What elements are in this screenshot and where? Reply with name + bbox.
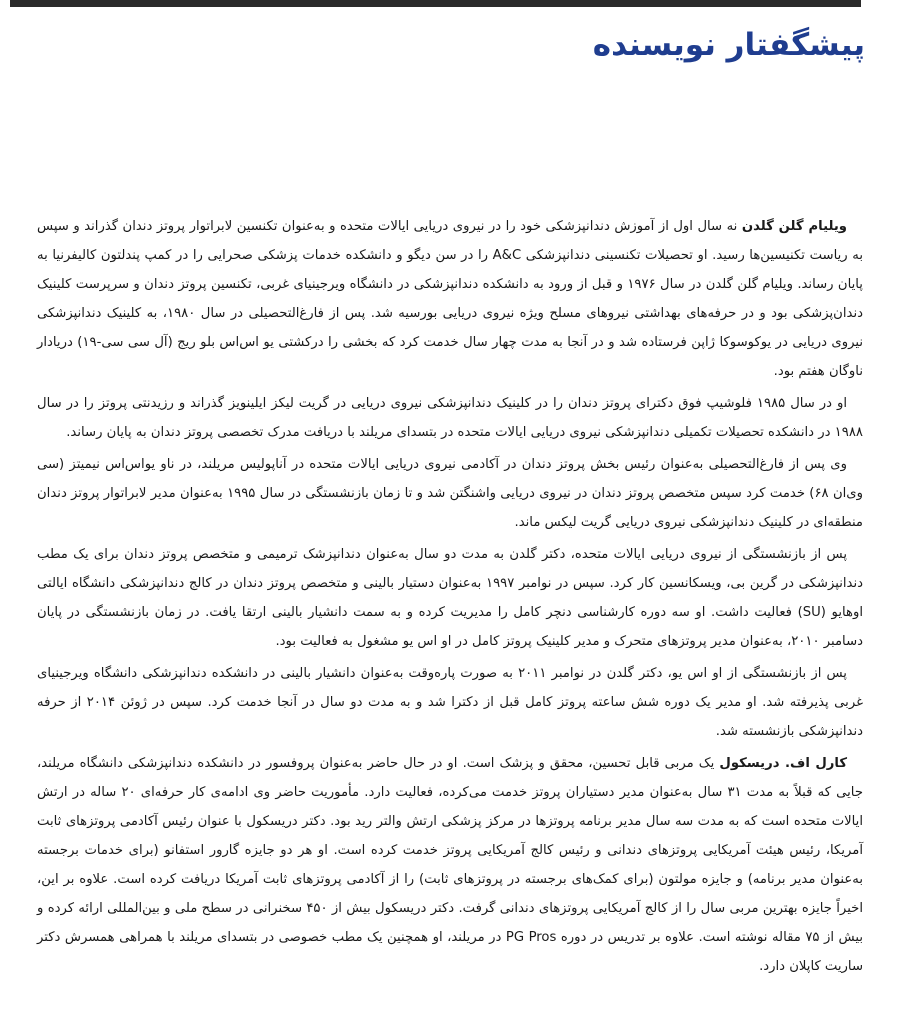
- paragraph-text: یک مربی قابل تحسین، محقق و پزشک است. او در حال حاضر به‌عنوان پروفسور در دانشکده دندانپزشکی دانشگاه مریلند، جایی که قبلاً به مدت ۳۱ سال به‌عنوان مدیر دستیاران پروتز خدمت می‌کرده، فعالیت دارد. مأموریت حاضر وی ادامه‌ی کار حرفه‌ای ۲۰ ساله در ارتش ایالات متحده است که به مدت سه سال مدیر برنامه پروتزها در مرکز پزشکی ارتش والتر رید بود. دکتر دریسکول با عنوان رئیس آکادمی پروتزهای ثابت آمریکا، رئیس هیئت آمریکایی پروتزهای دندانی و رئیس کالج آمریکایی پروتز خدمت کرده است. او هر دو جایزه گارور استفانو (برای خدمات برجسته به‌عنوان مدیر برنامه) و جایزه مولتون (برای کمک‌های برجسته در پروتزهای ثابت) را از آکادمی پروتزهای ثابت آمریکا دریافت کرده است. علاوه بر این، اخیراً جایزه بهترین مربی سال را از کالج آمریکایی پروتزهای دندانی گرفت. دکتر دریسکول بیش از ۴۵۰ سخنرانی در سطح ملی و بین‌المللی ارائه کرده و بیش از ۷۵ مقاله نوشته است. علاوه بر تدریس در دوره PG Pros در مریلند، او همچنین یک مطب خصوصی در بتسدای مریلند با همراهی همسرش دکتر ساریت کاپلان دارد.: [37, 756, 863, 974]
- top-rule: [10, 0, 861, 7]
- body-text: [37, 212, 863, 984]
- paragraph-naval-service: [37, 450, 863, 537]
- author-name-driscoll: کارل اف. دریسکول: [719, 756, 848, 771]
- paragraph-text: نه سال اول از آموزش دندانپزشکی خود را در نیروی دریایی ایالات متحده و به‌عنوان تکنسین لابراتوار پروتز دندان گذراند و سپس به ریاست تکنیسین‌ها رسید. او تحصیلات تکنسینی دندانپزشکی A&C را در سن دیگو و دانشکده خدمات پزشکی صحرایی را در کمپ پندلتون کالیفرنیا به پایان رساند. ویلیام گلن گلدن در سال ۱۹۷۶ و قبل از ورود به دانشکده دندانپزشکی در دانشگاه ویرجینیای غربی، تکنسین پروتز دندان و سرپرست کلینیک دندان‌پزشکی بود و در حرفه‌های بهداشتی نیروهای مسلح ویژه نیروی دریایی بورسیه شد. پس از فارغ‌التحصیلی در سال ۱۹۸۰، به کلینیک دندانپزشکی نیروی دریایی در یوکوسوکا ژاپن فرستاده شد و در آنجا به مدت چهار سال خدمت کرد که بخشی را درکشتی یو اس‌اس بلو ریج (آل سی سی-۱۹) دریادار ناوگان هفتم بود.: [37, 219, 863, 379]
- paragraph-text: وی پس از فارغ‌التحصیلی به‌عنوان رئیس بخش پروتز دندان در آکادمی نیروی دریایی ایالات متحده در آناپولیس مریلند، در ناو یو‌اس‌اس نیمیتز (سی وی‌ان ۶۸) خدمت کرد سپس متخصص پروتز دندان در نیروی دریایی واشنگتن شد و تا زمان بازنشستگی در سال ۱۹۹۵ به‌عنوان مدیر لابراتوار پروتز دندان منطقه‌ای در کلینیک دندانپزشکی نیروی دریایی گریت لیکس ماند.: [37, 457, 863, 530]
- paragraph-text: او در سال ۱۹۸۵ فلوشیپ فوق دکترای پروتز دندان را در کلینیک دندانپزشکی نیروی دریایی در گریت لیکز ایلینویز گذراند و رزیدنتی پروتز را در سال ۱۹۸۸ در دانشکده تحصیلات تکمیلی دندانپزشکی نیروی دریایی ایالات متحده در بتسدای مریلند با دریافت مدرک تخصصی پروتز دندان به پایان رساند.: [37, 396, 863, 440]
- paragraph-driscoll-bio: [37, 749, 863, 981]
- paragraph-golden-bio: [37, 212, 863, 386]
- author-name-golden: ویلیام گلن گلدن: [741, 219, 848, 234]
- paragraph-text: پس از بازنشستگی از نیروی دریایی ایالات متحده، دکتر گلدن به مدت دو سال به‌عنوان دندانپزشک ترمیمی و متخصص پروتز دندان برای یک مطب دندانپزشکی در گرین بی، ویسکانسین کار کرد. سپس در نوامبر ۱۹۹۷ به‌عنوان دستیار بالینی و متخصص پروتز دندان در کالج دندانپزشکی دانشگاه ایالتی اوهایو (SU) فعالیت داشت. او سه دوره کارشناسی دنچر کامل را مدیریت کرده و به سمت دانشیار بالینی ارتقا یافت. در زمان بازنشستگی در پایان دسامبر ۲۰۱۰، به‌عنوان مدیر پروتزهای متحرک و مدیر کلینیک پروتز کامل در او اس یو مشغول به فعالیت بود.: [37, 547, 863, 649]
- page-title: پیشگفتار نویسنده: [592, 27, 865, 63]
- paragraph-fellowship: [37, 389, 863, 447]
- paragraph-ohio-state: [37, 540, 863, 656]
- paragraph-text: پس از بازنشستگی از او اس یو، دکتر گلدن در نوامبر ۲۰۱۱ به صورت پاره‌وقت به‌عنوان دانشیار بالینی در دانشکده دندانپزشکی دانشگاه ویرجینیای غربی پذیرفته شد. او مدیر یک دوره شش ساعته پروتز کامل قبل از دکترا شد و به مدت دو سال در آنجا خدمت کرد. سپس در ژوئن ۲۰۱۴ از حرفه دندانپزشکی بازنشسته شد.: [37, 666, 864, 739]
- paragraph-west-virginia: [37, 659, 863, 746]
